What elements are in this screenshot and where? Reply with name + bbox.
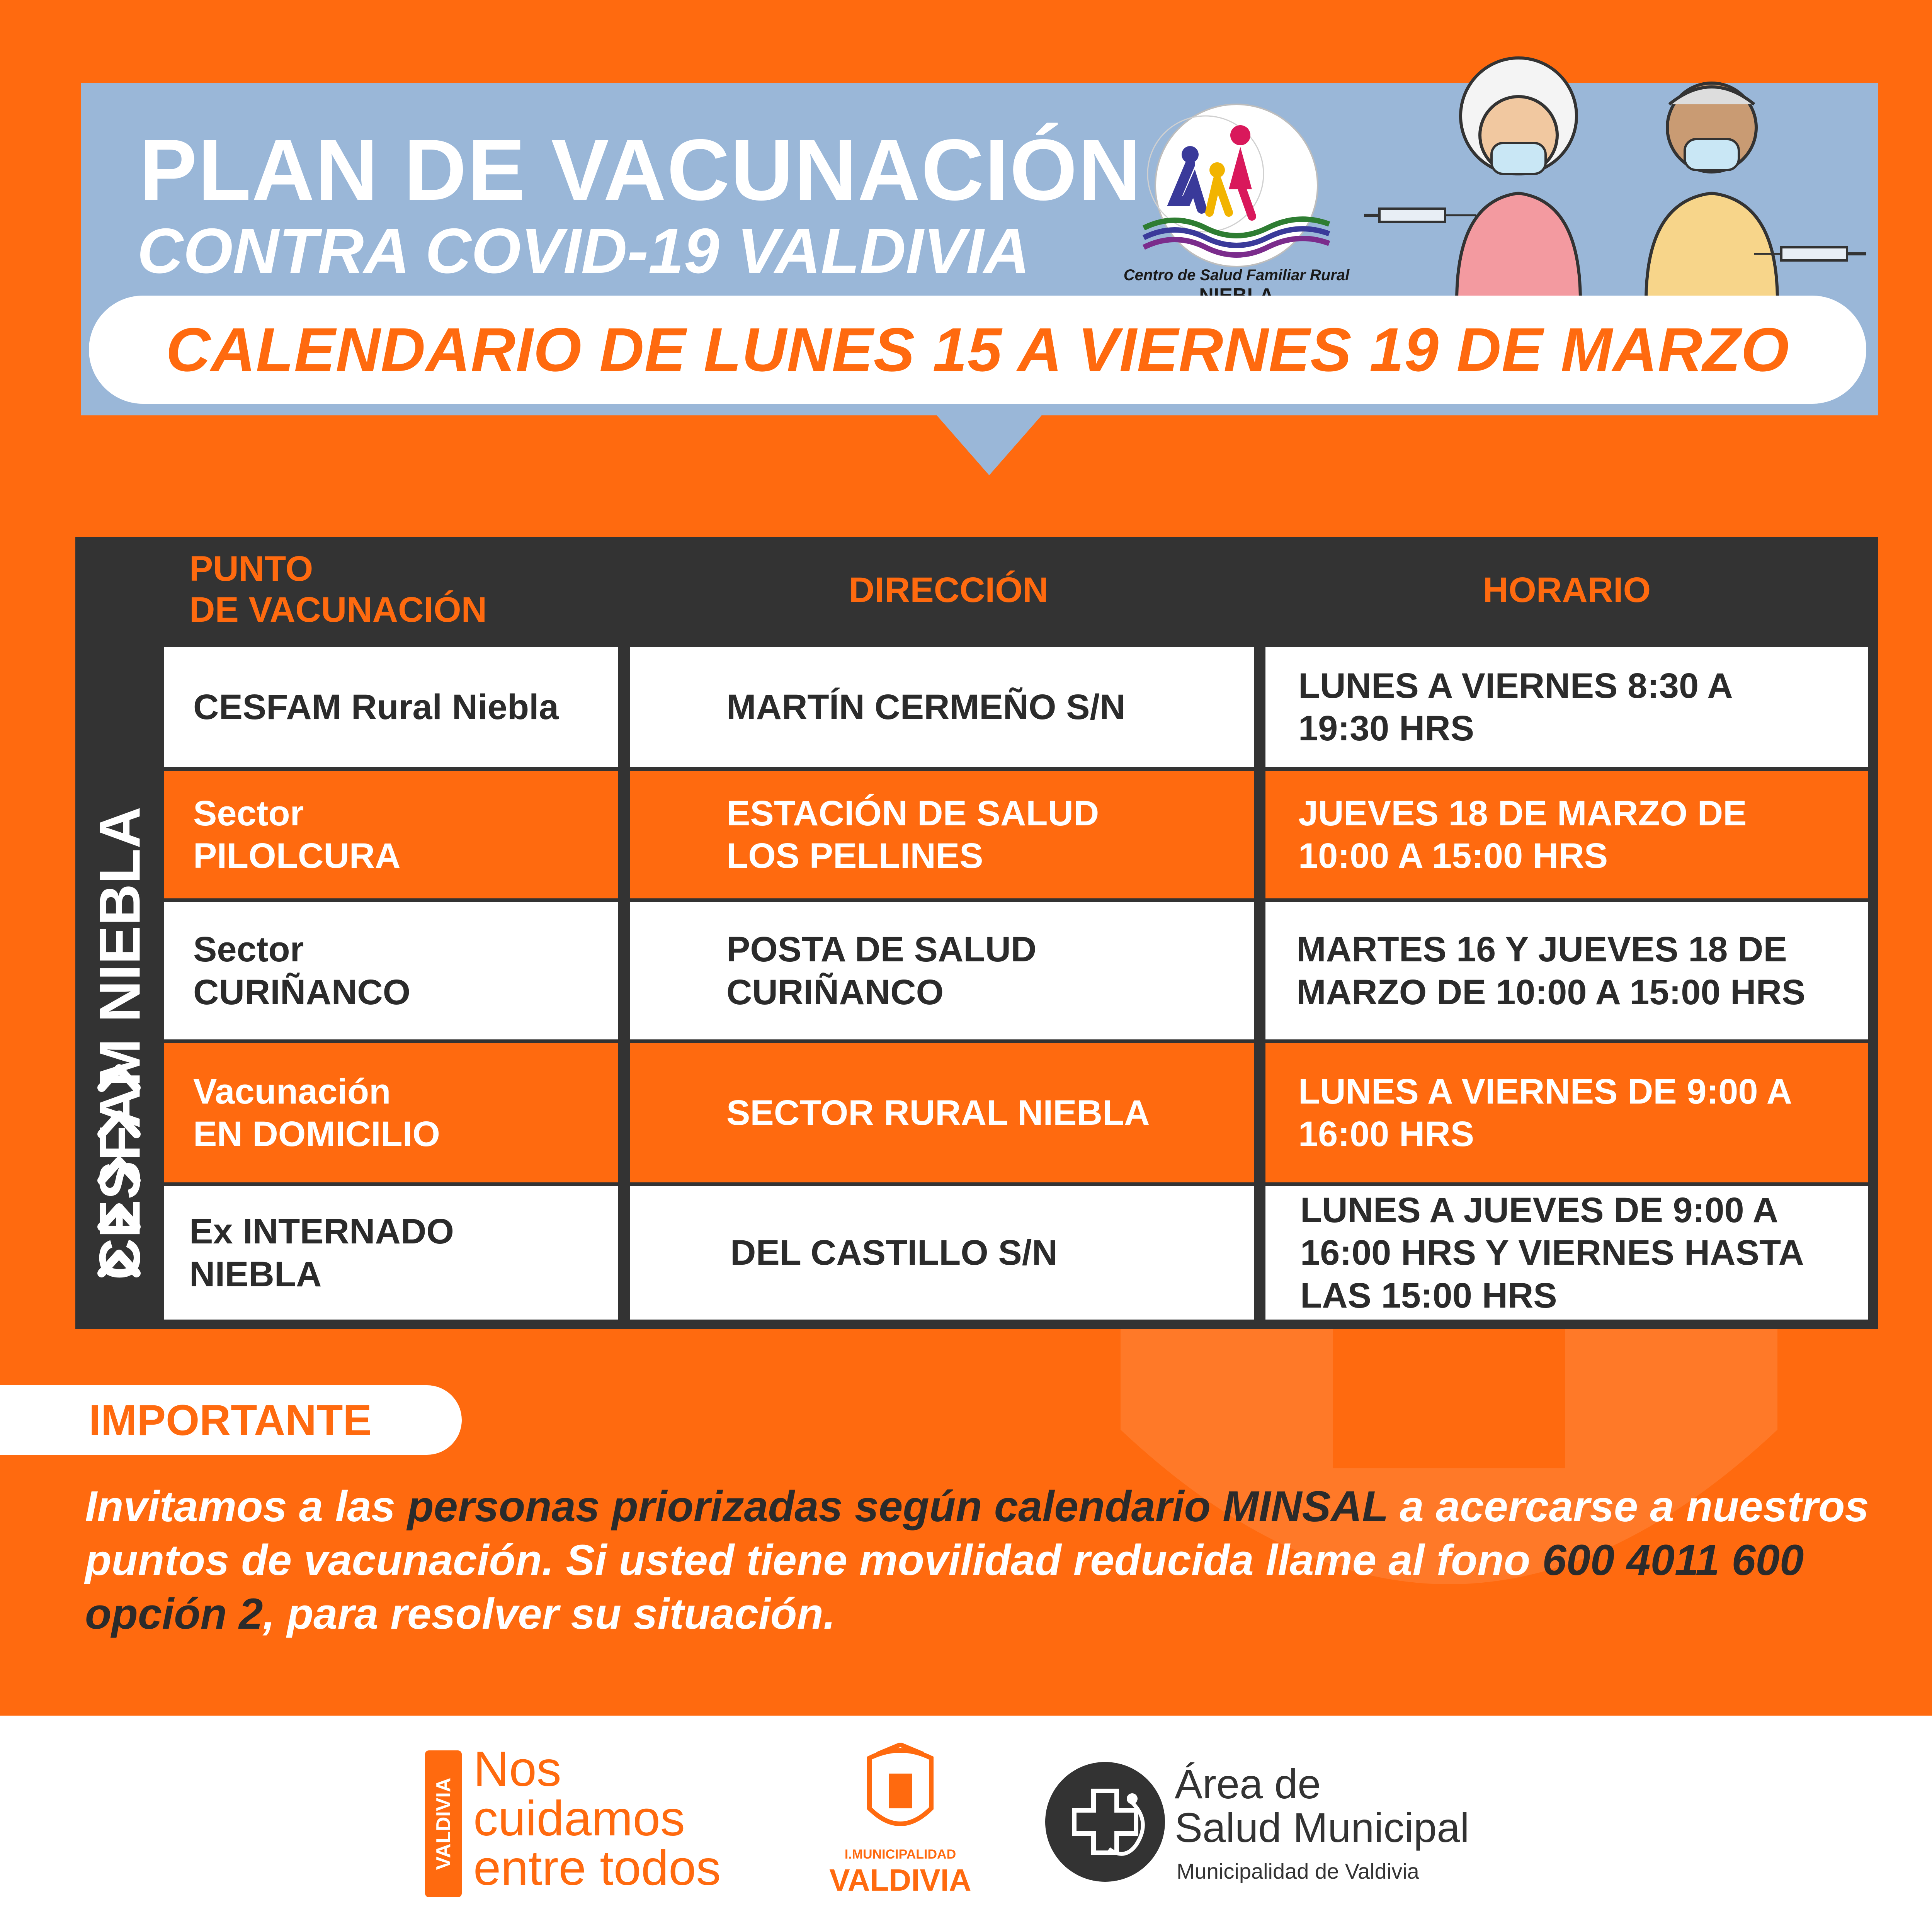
page-subtitle: CONTRA COVID-19 VALDIVIA [137, 215, 1030, 286]
valdivia-tag-text: VALDIVIA [432, 1777, 455, 1870]
row-2-direccion: ESTACIÓN DE SALUD LOS PELLINES [630, 771, 1254, 898]
important-label: IMPORTANTE [89, 1396, 372, 1444]
chevron-up-icon [96, 1059, 142, 1094]
row-4-direccion: SECTOR RURAL NIEBLA [630, 1043, 1254, 1182]
chevron-up-icon [96, 1105, 142, 1140]
row-4-punto: Vacunación EN DOMICILIO [164, 1043, 618, 1182]
municipality-small-label: I.MUNICIPALIDAD [844, 1847, 956, 1862]
slogan [473, 1742, 821, 1896]
slogan-line-3: entre todos [473, 1840, 721, 1896]
important-text-1: Invitamos a las [85, 1482, 408, 1531]
row-2-punto: Sector PILOLCURA [164, 771, 618, 898]
important-phone: 600 4011 600 opción 2 [85, 1536, 1804, 1638]
row-1-direccion: MARTÍN CERMEÑO S/N [630, 647, 1254, 767]
slogan-line-2: cuidamos [473, 1791, 685, 1846]
chevron-up-icon [96, 1198, 142, 1233]
header-pointer [935, 413, 1043, 475]
header-horario: HORARIO [1483, 570, 1651, 610]
crest-icon [854, 1743, 947, 1843]
slogan-line-1: Nos [473, 1742, 561, 1797]
row-3-horario: MARTES 16 Y JUEVES 18 DE MARZO DE 10:00 A 15:00 HRS [1265, 902, 1868, 1039]
chevron-up-icon [96, 1151, 142, 1186]
footer [0, 1716, 1932, 1932]
row-1-punto: CESFAM Rural Niebla [164, 647, 618, 767]
syringe-icon [1364, 209, 1476, 222]
row-3-punto: Sector CURIÑANCO [164, 902, 618, 1039]
important-text-3: , para resolver su situación. [263, 1589, 835, 1638]
row-5-punto: Ex INTERNADO NIEBLA [164, 1186, 618, 1320]
page-title: PLAN DE VACUNACIÓN [139, 121, 1142, 218]
important-text-highlight-1: personas priorizadas según calendario MINSAL [407, 1482, 1388, 1531]
health-cross-stethoscope-icon [1043, 1760, 1167, 1884]
row-2-horario: JUEVES 18 DE MARZO DE 10:00 A 15:00 HRS [1265, 771, 1868, 898]
row-1-horario: LUNES A VIERNES 8:30 A 19:30 HRS [1265, 647, 1868, 767]
header-punto: PUNTO DE VACUNACIÓN [189, 549, 487, 629]
important-text-2: a acercarse a nuestros puntos de vacunación. Si usted tiene movilidad reducida llame al fono [85, 1482, 1869, 1584]
important-message [85, 1480, 1901, 1641]
seniors-vaccination-illustration [1352, 39, 1878, 301]
logo-caption: Centro de Salud Familiar Rural [1123, 267, 1350, 284]
row-4-horario: LUNES A VIERNES DE 9:00 A 16:00 HRS [1265, 1043, 1868, 1182]
chevron-up-icon [96, 1244, 142, 1279]
important-badge [0, 1385, 462, 1455]
side-label-text: CESFAM NIEBLA [87, 806, 152, 1280]
date-range-banner [89, 296, 1866, 404]
municipality-name: VALDIVIA [829, 1863, 971, 1897]
area-title-line-1: Área de [1175, 1760, 1321, 1807]
row-5-horario: LUNES A JUEVES DE 9:00 A 16:00 HRS Y VIERNES HASTA LAS 15:00 HRS [1265, 1186, 1868, 1320]
area-title-line-2: Salud Municipal [1175, 1804, 1469, 1851]
date-range-text: CALENDARIO DE LUNES 15 A VIERNES 19 DE MARZO [166, 315, 1789, 384]
header-direccion: DIRECCIÓN [849, 570, 1049, 610]
row-3-direccion: POSTA DE SALUD CURIÑANCO [630, 902, 1254, 1039]
row-5-direccion: DEL CASTILLO S/N [630, 1186, 1254, 1320]
area-salud-subtitle: Municipalidad de Valdivia [1177, 1859, 1419, 1883]
area-salud-title [1175, 1762, 1561, 1850]
